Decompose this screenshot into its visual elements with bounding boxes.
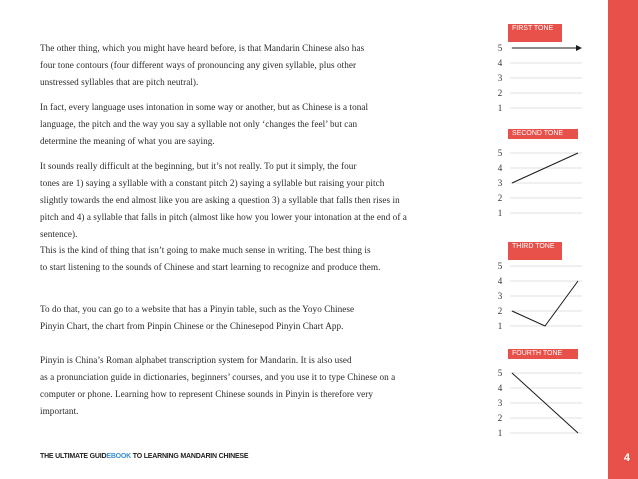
footer-suffix: TO LEARNING MANDARIN CHINESE: [131, 453, 249, 460]
text-line: It sounds really difficult at the beginning, but it’s not really. To put it simply, the four: [40, 161, 357, 171]
text-line: tones are 1) saying a syllable with a constant pitch 2) saying a syllable but raising your pitch: [40, 178, 385, 188]
tick-label: 4: [497, 163, 503, 173]
footer-ebook: EBOOK: [106, 453, 132, 460]
text-line: computer or phone. Learning how to represent Chinese sounds in Pinyin is therefore very: [40, 389, 373, 399]
tone-plot: [480, 127, 580, 222]
paragraph: [40, 242, 460, 276]
footer-title: [40, 453, 248, 460]
tone-chart: [480, 22, 580, 117]
text-line: Pinyin Chart, the chart from Pinpin Chinese or the Chinesepod Pinyin Chart App.: [40, 321, 344, 331]
tone-label: FOURTH TONE: [508, 349, 578, 359]
tick-label: 1: [497, 428, 503, 438]
tick-label: 5: [497, 43, 503, 53]
page-number: 4: [623, 452, 630, 464]
tick-label: 2: [497, 193, 503, 203]
arrow-head-icon: [576, 45, 582, 51]
text-line: to start listening to the sounds of Chinese and start learning to recognize and produce them.: [40, 262, 381, 272]
paragraph: [40, 352, 460, 420]
text-line: language, the pitch and the way you say a syllable not only ‘changes the feel’ but can: [40, 119, 358, 129]
tick-label: 3: [497, 398, 503, 408]
text-line: Pinyin is China’s Roman alphabet transcription system for Mandarin. It is also used: [40, 355, 352, 365]
tick-label: 4: [497, 276, 503, 286]
text-line: slightly towards the end almost like you are asking a question 3) a syllable that falls then rises in: [40, 195, 400, 205]
text-line: To do that, you can go to a website that has a Pinyin table, such as the Yoyo Chinese: [40, 304, 355, 314]
paragraph: [40, 301, 460, 335]
text-line: This is the kind of thing that isn’t going to make much sense in writing. The best thing is: [40, 245, 371, 255]
tick-label: 3: [497, 291, 503, 301]
tick-label: 3: [497, 178, 503, 188]
tick-label: 4: [497, 58, 503, 68]
tone-chart: [480, 347, 580, 442]
tick-label: 4: [497, 383, 503, 393]
tick-label: 2: [497, 88, 503, 98]
tone-plot: [480, 347, 580, 442]
text-line: pitch and 4) a syllable that falls in pitch (almost like how you lower your intonation at the end of a: [40, 212, 407, 222]
tone-label: THIRD TONE: [508, 242, 562, 260]
tone-chart: [480, 240, 580, 335]
tone-chart: [480, 127, 580, 222]
tick-label: 1: [497, 103, 503, 113]
text-line: unstressed syllables that are pitch neutral).: [40, 77, 199, 87]
tone-plot: [480, 22, 580, 117]
pitch-contour-line: [512, 281, 578, 326]
tick-label: 3: [497, 73, 503, 83]
paragraph: [40, 99, 460, 150]
paragraph: [40, 40, 460, 91]
text-line: important.: [40, 406, 79, 416]
tone-label: SECOND TONE: [508, 129, 578, 139]
text-line: as a pronunciation guide in dictionaries, beginners’ courses, and you use it to type Chinese on a: [40, 372, 396, 382]
tone-plot: [480, 240, 580, 335]
tick-label: 5: [497, 368, 503, 378]
text-line: determine the meaning of what you are saying.: [40, 136, 215, 146]
text-line: four tone contours (four different ways of pronouncing any given syllable, plus other: [40, 60, 357, 70]
tick-label: 2: [497, 306, 503, 316]
footer-prefix: THE ULTIMATE GUID: [40, 453, 107, 460]
text-line: The other thing, which you might have heard before, is that Mandarin Chinese also has: [40, 43, 365, 53]
side-accent-bar: [608, 0, 638, 479]
text-line: sentence).: [40, 229, 78, 239]
tick-label: 5: [497, 261, 503, 271]
tick-label: 5: [497, 148, 503, 158]
paragraph: [40, 158, 460, 243]
text-line: In fact, every language uses intonation in some way or another, but as Chinese is a tonal: [40, 102, 369, 112]
tick-label: 2: [497, 413, 503, 423]
tone-label: FIRST TONE: [508, 24, 562, 42]
tick-label: 1: [497, 321, 503, 331]
tick-label: 1: [497, 208, 503, 218]
